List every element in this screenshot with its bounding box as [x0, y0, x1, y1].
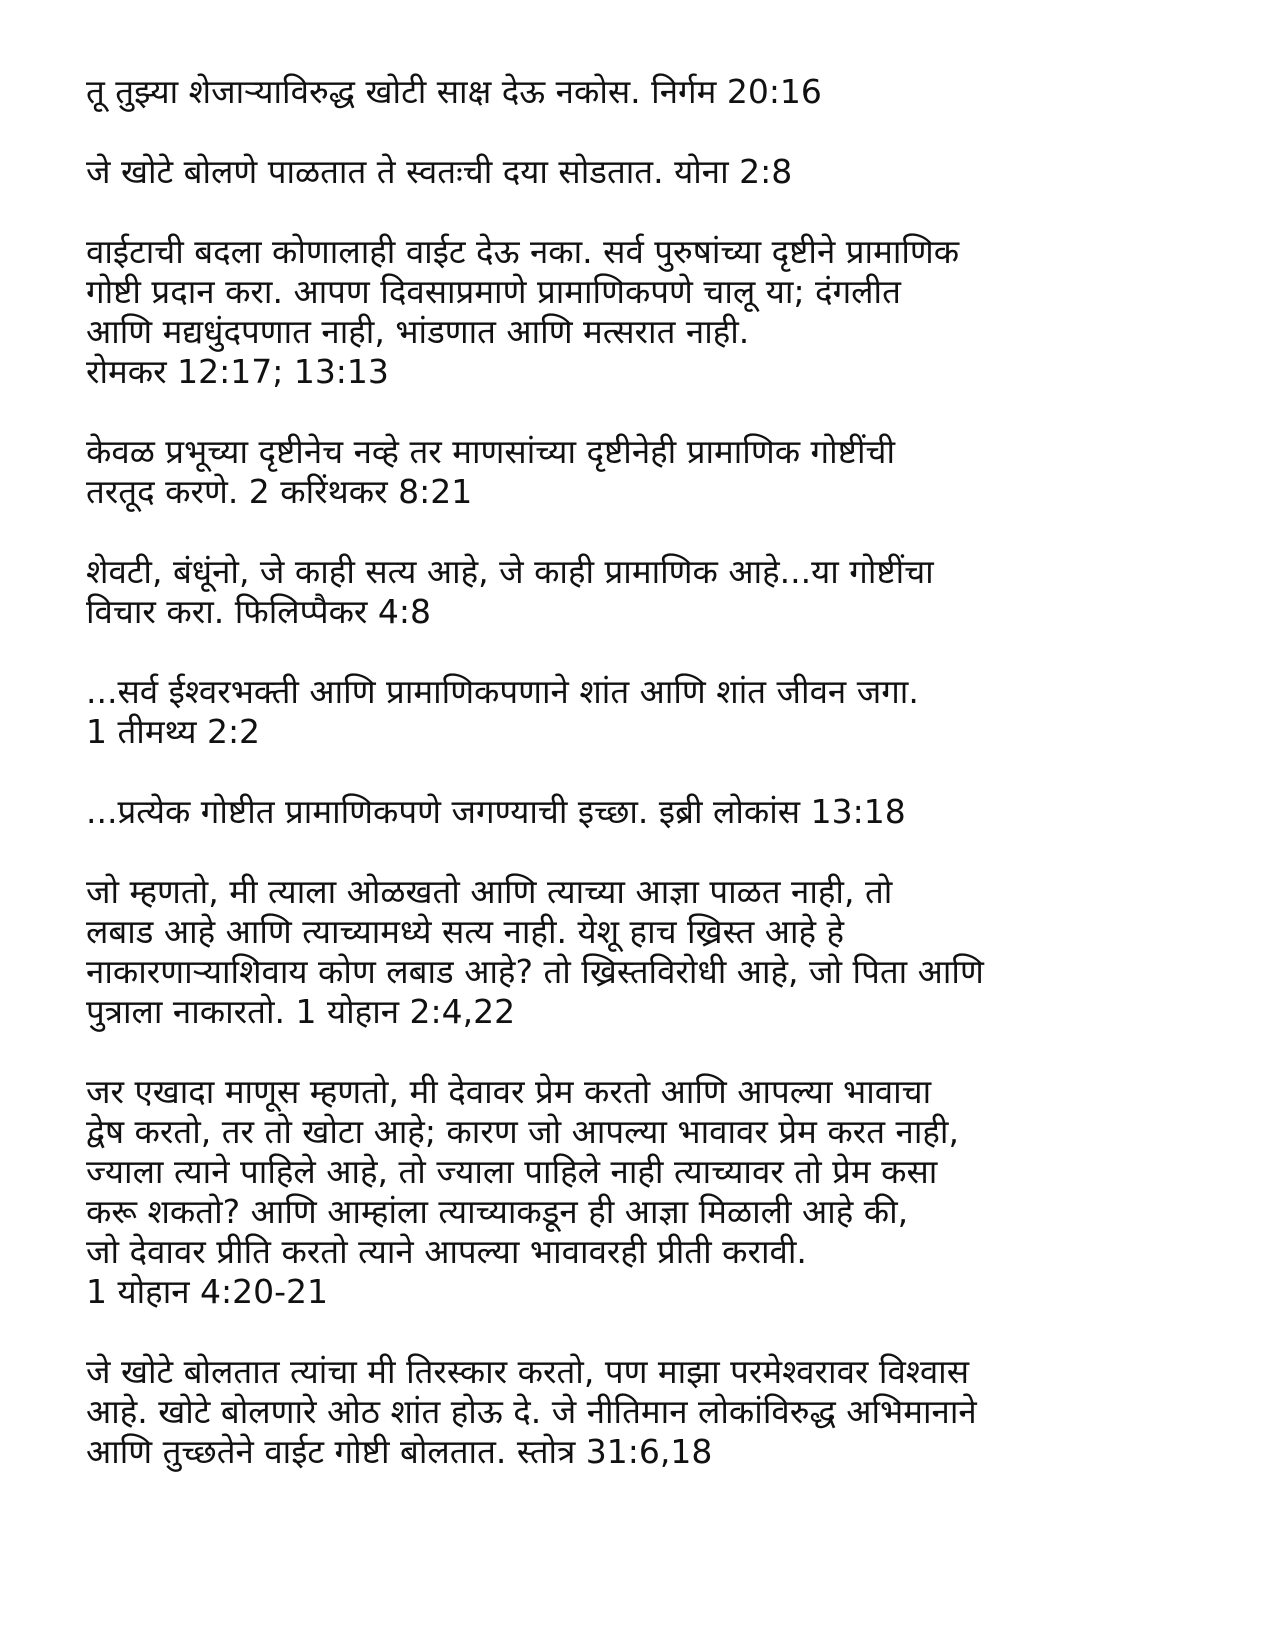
verse-paragraph-7	[86, 792, 1206, 832]
verse-line: करू शकतो? आणि आम्हांला त्याच्याकडून ही आज्ञा मिळाली आहे की,	[86, 1192, 909, 1231]
verse-paragraph-3	[86, 232, 1206, 392]
verse-paragraph-8	[86, 872, 1206, 1032]
verse-line: ...सर्व ईश्वरभक्ती आणि प्रामाणिकपणाने शांत आणि शांत जीवन जगा.	[86, 672, 919, 711]
verse-reference: 1 तीमथ्य 2:2	[86, 712, 261, 751]
verse-line: तू तुझ्या शेजाऱ्याविरुद्ध खोटी साक्ष देऊ नकोस. निर्गम 20:16	[86, 72, 822, 111]
verse-line: तरतूद करणे. 2 करिंथकर 8:21	[86, 472, 473, 511]
verse-line: जो म्हणतो, मी त्याला ओळखतो आणि त्याच्या आज्ञा पाळत नाही, तो	[86, 872, 893, 911]
verse-line: केवळ प्रभूच्या दृष्टीनेच नव्हे तर माणसांच्या दृष्टीनेही प्रामाणिक गोष्टींची	[86, 432, 895, 471]
verse-reference: 1 योहान 4:20-21	[86, 1272, 329, 1311]
verse-reference: रोमकर 12:17; 13:13	[86, 352, 389, 391]
verse-line: पुत्राला नाकारतो. 1 योहान 2:4,22	[86, 992, 516, 1031]
verse-paragraph-2	[86, 152, 1206, 192]
verse-line: आहे. खोटे बोलणारे ओठ शांत होऊ दे. जे नीतिमान लोकांविरुद्ध अभिमानाने	[86, 1392, 977, 1431]
verse-line: जो देवावर प्रीति करतो त्याने आपल्या भावावरही प्रीती करावी.	[86, 1232, 807, 1271]
verse-paragraph-4	[86, 432, 1206, 512]
verse-line: वाईटाची बदला कोणालाही वाईट देऊ नका. सर्व पुरुषांच्या दृष्टीने प्रामाणिक	[86, 232, 960, 271]
verse-line: गोष्टी प्रदान करा. आपण दिवसाप्रमाणे प्रामाणिकपणे चालू या; दंगलीत	[86, 272, 901, 311]
verse-paragraph-1	[86, 72, 1206, 112]
verse-line: ...प्रत्येक गोष्टीत प्रामाणिकपणे जगण्याची इच्छा. इब्री लोकांस 13:18	[86, 792, 906, 831]
verse-line: ज्याला त्याने पाहिले आहे, तो ज्याला पाहिले नाही त्याच्यावर तो प्रेम कसा	[86, 1152, 938, 1191]
verse-line: लबाड आहे आणि त्याच्यामध्ये सत्य नाही. येशू हाच ख्रिस्त आहे हे	[86, 912, 845, 951]
verse-line: जे खोटे बोलणे पाळतात ते स्वतःची दया सोडतात. योना 2:8	[86, 152, 793, 191]
verse-line: आणि तुच्छतेने वाईट गोष्टी बोलतात. स्तोत्र 31:6,18	[86, 1432, 713, 1471]
verse-line: विचार करा. फिलिप्पैकर 4:8	[86, 592, 432, 631]
verse-paragraph-6	[86, 672, 1206, 752]
verse-line: शेवटी, बंधूंनो, जे काही सत्य आहे, जे काही प्रामाणिक आहे...या गोष्टींचा	[86, 552, 934, 591]
verse-line: जर एखादा माणूस म्हणतो, मी देवावर प्रेम करतो आणि आपल्या भावाचा	[86, 1072, 932, 1111]
verse-line: आणि मद्यधुंदपणात नाही, भांडणात आणि मत्सरात नाही.	[86, 312, 750, 351]
verse-line: नाकारणाऱ्याशिवाय कोण लबाड आहे? तो ख्रिस्तविरोधी आहे, जो पिता आणि	[86, 952, 984, 991]
verse-line: द्वेष करतो, तर तो खोटा आहे; कारण जो आपल्या भावावर प्रेम करत नाही,	[86, 1112, 959, 1151]
verse-paragraph-5	[86, 552, 1206, 632]
verse-line: जे खोटे बोलतात त्यांचा मी तिरस्कार करतो, पण माझा परमेश्वरावर विश्वास	[86, 1352, 970, 1391]
verse-paragraph-9	[86, 1072, 1206, 1312]
document-body	[86, 72, 1206, 1512]
verse-paragraph-10	[86, 1352, 1206, 1472]
